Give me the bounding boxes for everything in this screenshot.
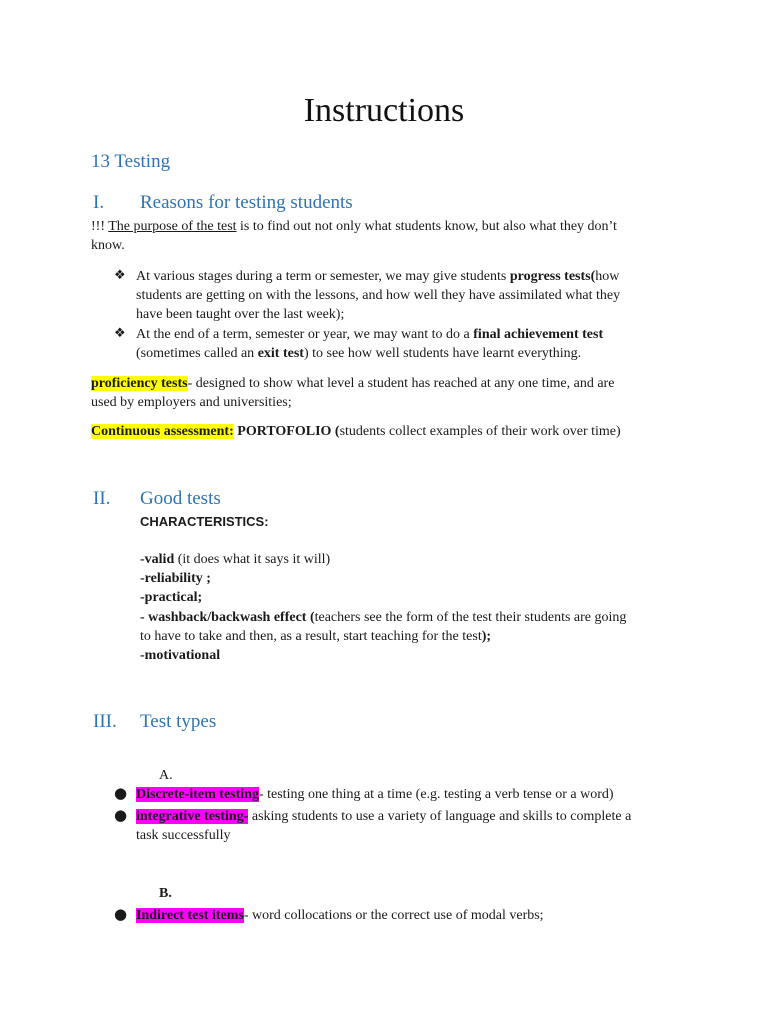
bullet-2-line1 [136, 325, 603, 344]
bullet-1-line1 [136, 267, 619, 286]
dot-bullet-icon: ● [114, 905, 128, 923]
proficiency-line1 [91, 374, 614, 393]
document-title: Instructions [303, 92, 465, 129]
heading-testing: 13 Testing [91, 151, 171, 172]
continuous-text: students collect examples of their work over time) [339, 424, 621, 439]
reliability-term: -reliability ; [140, 571, 211, 586]
integrative-line1 [136, 807, 631, 826]
washback-text-line2: to have to take and then, as a result, start teaching for the test [140, 629, 482, 644]
integrative-line2: task successfully [136, 828, 231, 843]
section-2-title: Good tests [140, 488, 221, 509]
bullet-2-line2 [136, 344, 581, 363]
final-achievement-test-term: final achievement test [473, 327, 604, 342]
proficiency-tests-term: proficiency tests [91, 376, 188, 391]
intro-underlined: The purpose of the test [108, 219, 237, 234]
subsection-b-text: B. [159, 886, 172, 901]
bullet-1-text-end: how [595, 269, 620, 284]
characteristics-label: CHARACTERISTICS: [140, 514, 269, 529]
section-1-intro-line1 [91, 217, 617, 236]
discrete-item-term: Discrete-item testing [136, 787, 259, 802]
continuous-assessment-term: Continuous assessment [91, 424, 230, 439]
indirect-text: - word collocations or the correct use of modal verbs; [243, 908, 544, 923]
discrete-item-line [136, 785, 614, 804]
valid-term: -valid [140, 552, 175, 567]
char-motivational [140, 646, 220, 665]
indirect-test-items-term: Indirect test items [136, 908, 244, 923]
portofolio-term: PORTOFOLIO ( [233, 424, 340, 439]
section-2-number: II. [93, 488, 111, 509]
char-washback-line2 [140, 627, 491, 646]
dot-bullet-icon: ● [114, 806, 128, 824]
continuous-colon: : [229, 424, 234, 439]
section-3-title: Test types [140, 711, 217, 732]
continuous-assessment-line [91, 422, 621, 441]
intro-line1-rest: is to find out not only what students know, but also what they don’t [236, 219, 617, 234]
dot-bullet-icon: ● [114, 784, 128, 802]
bullet-2-line2-pre: (sometimes called an [136, 346, 258, 361]
char-valid [140, 550, 330, 569]
discrete-item-text: - testing one thing at a time (e.g. testing a verb tense or a word) [258, 787, 614, 802]
bullet-1-text: At various stages during a term or semester, we may give students [136, 269, 510, 284]
section-1-number: I. [93, 192, 105, 213]
washback-term: - washback/backwash effect ( [140, 610, 315, 625]
indirect-line [136, 906, 544, 925]
bullet-2-line2-post: ) to see how well students have learnt everything. [303, 346, 582, 361]
integrative-term: integrative testing- [136, 809, 249, 824]
exit-test-term: exit test [257, 346, 304, 361]
section-3-number: III. [93, 711, 117, 732]
proficiency-text: - designed to show what level a student has reached at any one time, and are [187, 376, 615, 391]
bullet-2-text: At the end of a term, semester or year, we may want to do a [136, 327, 474, 342]
section-1-title: Reasons for testing students [140, 192, 353, 213]
bullet-1-line3: have been taught over the last week); [136, 307, 345, 322]
char-washback-line1 [140, 608, 626, 627]
integrative-text: asking students to use a variety of language and skills to complete a [248, 809, 632, 824]
progress-tests-term: progress tests( [509, 269, 596, 284]
diamond-bullet-icon: ❖ [114, 268, 126, 283]
subsection-a-label: A. [159, 768, 173, 783]
valid-text: (it does what it says it will) [174, 552, 331, 567]
section-1-intro-line2: know. [91, 238, 125, 253]
washback-text: teachers see the form of the test their students are going [314, 610, 627, 625]
subsection-b-label [159, 884, 172, 903]
washback-close: ); [481, 629, 492, 644]
bullet-1-line2: students are getting on with the lessons, and how well they have assimilated what they [136, 288, 621, 303]
motivational-term: -motivational [140, 648, 221, 663]
diamond-bullet-icon: ❖ [114, 326, 126, 341]
practical-term: -practical; [140, 590, 203, 605]
char-practical [140, 588, 202, 607]
char-reliability [140, 569, 211, 588]
intro-prefix: !!! [91, 219, 109, 234]
proficiency-line2: used by employers and universities; [91, 395, 292, 410]
